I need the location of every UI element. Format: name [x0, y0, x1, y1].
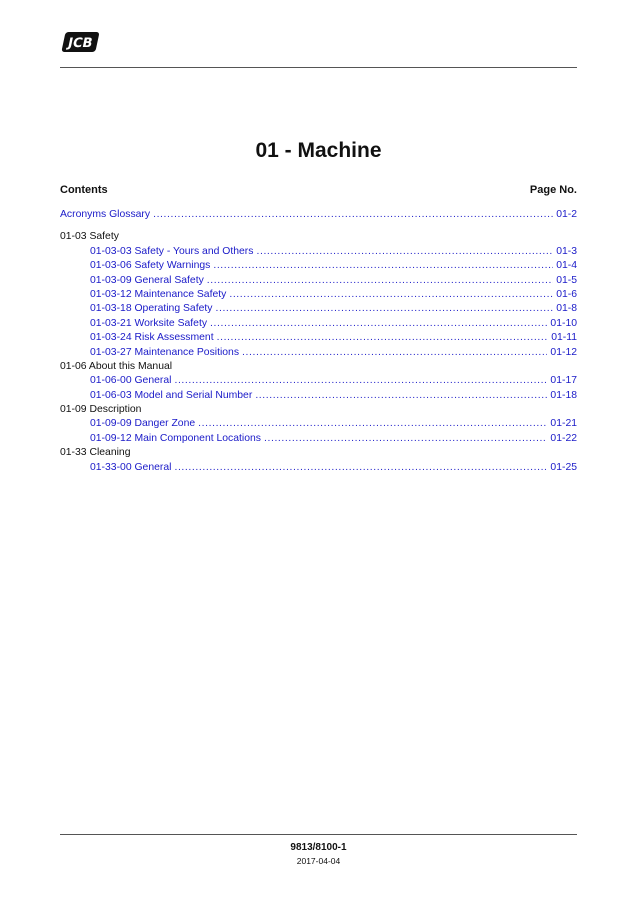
toc-link-entry[interactable] — [60, 417, 577, 431]
toc-link-page: 01-25 — [550, 461, 577, 473]
toc-link-page: 01-8 — [556, 303, 577, 315]
contents-label: Contents — [60, 184, 108, 196]
leader-dots — [198, 417, 547, 431]
toc-link-page: 01-4 — [556, 260, 577, 272]
leader-dots — [217, 331, 549, 345]
toc-link-acronyms-glossary[interactable] — [60, 208, 577, 222]
toc-link-entry[interactable] — [60, 274, 577, 288]
leader-dots — [210, 317, 547, 331]
leader-dots — [229, 288, 553, 302]
leader-dots — [207, 274, 553, 288]
document-date: 2017-04-04 — [296, 856, 341, 866]
toc-link-label: 01-03-21 Worksite Safety — [90, 317, 208, 329]
leader-dots — [213, 259, 553, 273]
contents-header — [60, 184, 577, 196]
toc-link-entry[interactable] — [60, 288, 577, 302]
toc-link-page: 01-12 — [550, 346, 577, 358]
toc-link-entry[interactable] — [60, 432, 577, 446]
toc-link-label: 01-03-18 Operating Safety — [90, 303, 213, 315]
toc-link-label: 01-03-06 Safety Warnings — [90, 260, 211, 272]
toc-link-label: 01-09-12 Main Component Locations — [90, 432, 261, 444]
leader-dots — [153, 208, 553, 222]
toc-link-entry[interactable] — [60, 331, 577, 345]
document-number: 9813/8100-1 — [290, 842, 347, 853]
toc-link-entry[interactable] — [60, 245, 577, 259]
leader-dots — [242, 346, 547, 360]
toc-section-heading: 01-33 Cleaning — [60, 447, 131, 459]
toc-link-entry[interactable] — [60, 346, 577, 360]
toc-link-entry[interactable] — [60, 259, 577, 273]
leader-dots — [174, 374, 547, 388]
toc-link-label: 01-03-12 Maintenance Safety — [90, 288, 227, 300]
toc-section-heading: 01-09 Description — [60, 404, 142, 416]
leader-dots — [256, 245, 553, 259]
header-rule — [60, 67, 577, 68]
toc-link-label: 01-09-09 Danger Zone — [90, 418, 196, 430]
toc-link-page: 01-2 — [556, 209, 577, 220]
page-no-label: Page No. — [529, 184, 577, 196]
toc-link-entry[interactable] — [60, 317, 577, 331]
toc-link-label: 01-03-27 Maintenance Positions — [90, 346, 240, 358]
toc-link-label: 01-06-00 General — [90, 375, 172, 387]
toc-link-entry[interactable] — [60, 374, 577, 388]
jcb-logo — [60, 30, 102, 54]
table-of-contents — [60, 208, 577, 475]
toc-section-heading: 01-06 About this Manual — [60, 360, 173, 372]
toc-link-label: 01-03-03 Safety - Yours and Others — [90, 245, 254, 257]
leader-dots — [215, 302, 553, 316]
toc-section-heading: 01-03 Safety — [60, 231, 119, 243]
footer-rule — [60, 834, 577, 835]
toc-link-entry[interactable] — [60, 302, 577, 316]
toc-link-label: 01-03-24 Risk Assessment — [90, 332, 214, 344]
toc-link-page: 01-10 — [550, 317, 577, 329]
toc-link-page: 01-17 — [550, 375, 577, 387]
toc-link-label: 01-33-00 General — [90, 461, 172, 473]
toc-link-page: 01-5 — [556, 274, 577, 286]
page-title: 01 - Machine — [255, 139, 382, 162]
toc-link-page: 01-3 — [556, 245, 577, 257]
leader-dots — [174, 461, 547, 475]
leader-dots — [255, 389, 547, 403]
toc-link-entry[interactable] — [60, 461, 577, 475]
toc-link-label: Acronyms Glossary — [60, 209, 151, 220]
toc-link-page: 01-6 — [556, 288, 577, 300]
toc-link-label: 01-06-03 Model and Serial Number — [90, 389, 253, 401]
toc-link-entry[interactable] — [60, 389, 577, 403]
toc-link-page: 01-21 — [550, 418, 577, 430]
toc-link-page: 01-11 — [551, 332, 577, 344]
logo-text: JCB — [66, 36, 94, 51]
toc-link-label: 01-03-09 General Safety — [90, 274, 204, 286]
toc-link-page: 01-22 — [550, 432, 577, 444]
toc-link-page: 01-18 — [550, 389, 577, 401]
leader-dots — [264, 432, 547, 446]
